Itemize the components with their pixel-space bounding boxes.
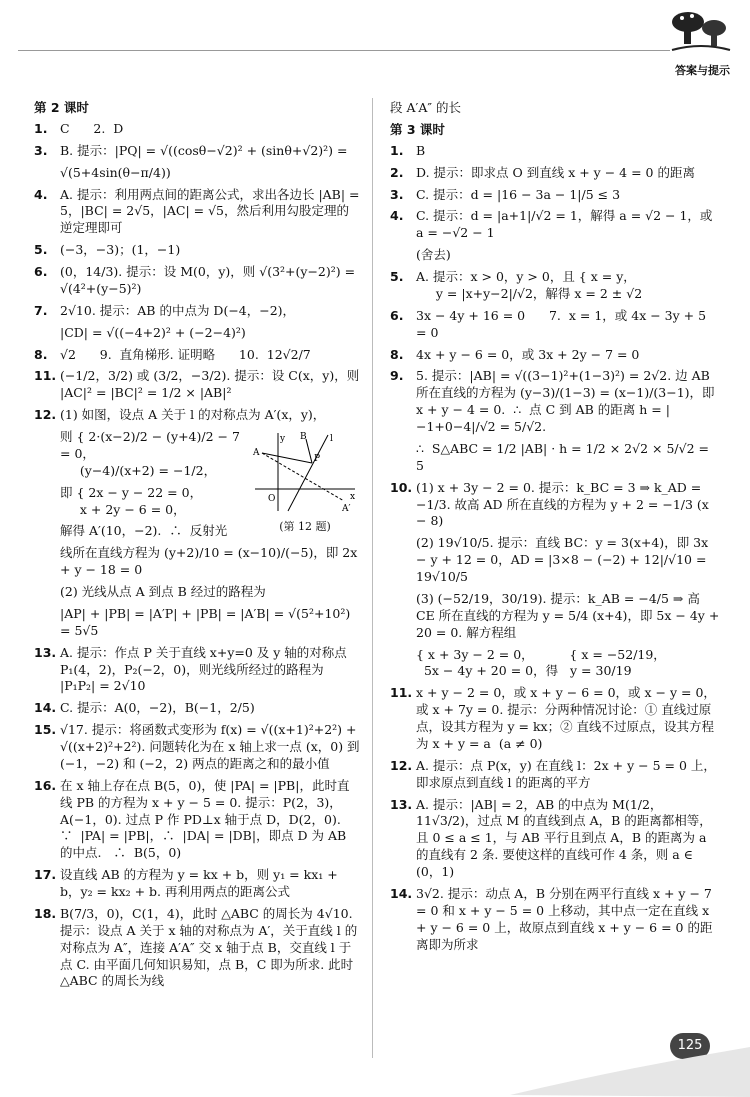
answer-item [34, 242, 360, 259]
geometry-diagram [250, 429, 360, 515]
item-text: 5. 提示：|AB| = √((3−1)²+(1−3)²) = 2√2. 边 AB 所在直线的方程为 (y−3)/(1−3) = (x−1)/(3−1)，即 x + y − 4 = 0. ∴ 点 C 到 AB 的距离 h = |−1+0−4|/√2 = 5/√2. [416, 368, 719, 434]
mushroom-logo-icon [670, 8, 732, 56]
answer-item [34, 722, 364, 773]
answer-item [34, 264, 360, 298]
item-text: ∴ S△ABC = 1/2 |AB| · h = 1/2 × 2√2 × 5/√2 = 5 [416, 440, 713, 473]
item-text: (1) 如图，设点 A 关于 l 的对称点为 A′(x，y)， [60, 407, 326, 423]
right-column [390, 100, 724, 958]
footer-decoration-icon [510, 1037, 750, 1097]
answer-item [34, 121, 360, 138]
left-column [34, 100, 364, 995]
item-text: 设直线 AB 的方程为 y = kx + b，则 y₁ = kx₁ + b，y₂ = kx₂ + b. 再利用两点的距离公式 [60, 867, 342, 899]
answer-item [34, 303, 360, 320]
item-text: A. 提示：x > 0，y > 0，且 { x = y， y = |x+y−2|/√2，解得 x = 2 ± √2 [416, 269, 643, 301]
answer-item [390, 269, 720, 303]
item-number: 16. [34, 777, 57, 793]
section-title: 第 3 课时 [390, 121, 445, 137]
item-text: 即 { 2x − y − 22 = 0， x + 2y − 6 = 0， [60, 484, 203, 517]
answer-item [390, 441, 720, 475]
answer-item [390, 165, 720, 182]
item-number: 4. [34, 186, 48, 202]
item-text: (舍去) [416, 247, 451, 263]
answer-item [34, 523, 244, 540]
item-text: A. 提示：利用两点间的距离公式，求出各边长 |AB| = 5，|BC| = 2√5，|AC| = √5，然后利用勾股定理的逆定理即可 [60, 186, 364, 236]
item-text: (−1/2，3/2) 或 (3/2，−3/2). 提示：设 C(x，y)，则 |AC|² = |BC|² = 1/2 × |AB|² [60, 368, 364, 401]
answer-item [34, 867, 360, 901]
answer-item [34, 584, 360, 601]
answer-item [34, 429, 244, 480]
item-text: 4x + y − 6 = 0，或 3x + 2y − 7 = 0 [416, 346, 640, 362]
item-number [34, 606, 60, 640]
item-text: (−3，−3)；(1，−1) [60, 242, 181, 258]
answer-item [34, 165, 360, 182]
item-text: √17. 提示：将函数式变形为 f(x) = √((x+1)²+2²) + √((x+2)²+2²). 问题转化为在 x 轴上求一点 (x，0) 到 (−1，−2) 和 (−2，2) 两点的距离之和的最小值 [60, 722, 364, 771]
item-text: A. 提示：作点 P 关于直线 x+y=0 及 y 轴的对称点 P₁(4，2)，P₂(−2，0)，则光线所经过的路程为 |P₁P₂| = 2√10 [60, 644, 351, 694]
item-text: 3√2. 提示：动点 A，B 分别在两平行直线 x + y − 7 = 0 和 x + y − 5 = 0 上移动，其中点一定在直线 x + y − 6 = 0 上，故原点到直线 x + y − 6 = 0 的距离即为所求 [416, 885, 716, 952]
item-number: 11. [390, 685, 413, 701]
item-text: (2) 光线从点 A 到点 B 经过的路程为 [60, 584, 266, 599]
item-number [390, 591, 416, 642]
answer-item [34, 485, 244, 519]
answer-item [390, 347, 720, 364]
item-text: C. 提示：A(0，−2)，B(−1，2/5) [60, 700, 255, 716]
item-number: 5. [390, 269, 404, 284]
item-text: B [416, 142, 426, 158]
item-number: 8. [390, 346, 404, 362]
item-number: 3. [390, 186, 404, 202]
answer-item [390, 143, 720, 160]
item-text: C. 提示：d = |16 − 3a − 1|/5 ≤ 3 [416, 186, 621, 202]
answer-item [390, 797, 720, 881]
item-number: 10. [390, 479, 413, 495]
item-number: 12. [34, 407, 57, 423]
item-number: 14. [390, 885, 413, 901]
answer-item [34, 407, 360, 424]
item-text: { x + 3y − 2 = 0， { x = −52/19， 5x − 4y + 20 = 0，得 y = 30/19 [416, 646, 666, 679]
section-title: 第 2 课时 [34, 100, 89, 115]
label-p: P [314, 454, 321, 464]
answer-item [390, 247, 720, 264]
item-text: x + y − 2 = 0，或 x + y − 6 = 0，或 x − y = 0，或 x + 7y = 0. 提示：分两种情况讨论：① 直线过原点，设其方程为 y = kx；② 直线不过原点，设其方程为 x + y = a (a ≠ 0) [416, 685, 716, 751]
label-l: l [330, 434, 333, 444]
item-text: 则 { 2·(x−2)/2 − (y+4)/2 − 7 = 0， (y−4)/(x+2) = −1/2， [60, 429, 240, 478]
answer-item [390, 758, 720, 792]
answer-item [34, 700, 360, 717]
item-number [34, 523, 60, 540]
answer-item [390, 308, 720, 342]
item-number: 3. [34, 142, 48, 158]
item-text: (2) 19√10/5. 提示：直线 BC：y = 3(x+4)，即 3x − y + 12 = 0，AD = |3×8 − (−2) + 12|/√10 = 19√10/5 [416, 535, 713, 584]
item-number: 12. [390, 757, 413, 773]
column-divider [372, 98, 373, 1058]
item-number: 6. [34, 264, 48, 279]
item-number: 15. [34, 722, 57, 738]
answer-item [390, 208, 720, 242]
label-a-prime: A′ [342, 504, 351, 514]
answer-item [390, 685, 720, 753]
item-text: 3x − 4y + 16 = 0 7. x = 1，或 4x − 3y + 5 = 0 [416, 307, 711, 340]
answer-item [34, 906, 360, 990]
item-number: 1. [34, 120, 48, 136]
figure-caption: (第 12 题) [279, 519, 331, 533]
answer-item [390, 647, 720, 681]
answer-item [34, 325, 360, 342]
page-number: 125 [670, 1033, 710, 1059]
item-text: √(5+4sin(θ−π/4)) [60, 164, 171, 180]
item-text: C. 提示：d = |a+1|/√2 = 1，解得 a = √2 − 1，或 a = −√2 − 1 [416, 208, 717, 241]
item-number [390, 647, 416, 681]
item-text: (1) x + 3y − 2 = 0. 提示：k_BC = 3 ⇒ k_AD = −1/3. 故高 AD 所在直线的方程为 y + 2 = −1/3 (x − 8) [416, 479, 713, 529]
item-text: A. 提示：点 P(x，y) 在直线 l：2x + y − 5 = 0 上，即求原点到直线 l 的距离的平方 [416, 757, 716, 790]
item-number [34, 545, 60, 579]
figure-12 [250, 429, 360, 533]
item-text: B(7/3，0)，C(1，4)，此时 △ABC 的周长为 4√10. 提示：设点 A 关于 x 轴的对称点为 A′，关于直线 l 的对称点为 A″，连接 A′A″ 交 x 轴于点 B，交直线 l 于点 C. 由平面几何知识易知，点 B，C 即为所求. 此时 △ABC 的周长为线 [60, 905, 358, 989]
item-number: 2. [390, 164, 404, 180]
item-text: C 2. D [60, 120, 124, 136]
page-header [0, 0, 750, 80]
item-text: |CD| = √((−4+2)² + (−2−4)²) [60, 324, 246, 340]
label-a: A [253, 448, 260, 458]
item-number: 1. [390, 142, 404, 158]
item-number: 9. [390, 368, 404, 384]
item-number: 14. [34, 700, 57, 716]
item-number [34, 165, 60, 182]
answer-item [390, 590, 724, 642]
item-number: 13. [34, 644, 57, 660]
continuation-text: 段 A′A″ 的长 [390, 100, 462, 115]
label-y: y [280, 434, 286, 444]
item-number [34, 429, 60, 480]
answer-item [34, 645, 360, 696]
item-number: 6. [390, 307, 404, 323]
header-title: 答案与提示 [675, 64, 730, 77]
answer-item [390, 480, 720, 531]
answer-item [390, 368, 720, 436]
label-x: x [350, 492, 356, 502]
item-text: (3) (−52/19，30/19). 提示：k_AB = −4/5 ⇒ 高 CE 所在直线的方程为 y = 5/4 (x+4)，即 5x − 4y + 20 = 0. 解方程组 [416, 590, 724, 640]
header-rule [18, 50, 670, 51]
answer-item [34, 778, 360, 862]
item-number [390, 535, 416, 586]
answer-item [34, 143, 360, 160]
item-number [390, 247, 416, 264]
item-text: 在 x 轴上存在点 B(5，0)，使 |PA| = |PB|，此时直线 PB 的方程为 x + y − 5 = 0. 提示：P(2，3)，A(−1，0). 过点 P 作 PD⊥x 轴于点 D，D(2，0). ∵ |PA| = |PB|，∴ |DA| = |DB|，即点 D 为 AB 的中点. ∴ B(5，0) [60, 777, 353, 861]
item-text: 解得 A′(10，−2). ∴ 反射光 [60, 523, 228, 539]
item-text: D. 提示：即求点 O 到直线 x + y − 4 = 0 的距离 [416, 164, 695, 180]
item-number: 11. [34, 368, 57, 384]
item-text: √2 9. 直角梯形. 证明略 10. 12√2/7 [60, 346, 311, 362]
label-o: O [268, 494, 276, 504]
answer-item [390, 535, 720, 586]
item-text: |AP| + |PB| = |A′P| + |PB| = |A′B| = √(5²+10²) = 5√5 [60, 605, 355, 638]
item-number: 4. [390, 208, 404, 224]
item-text: 2√10. 提示：AB 的中点为 D(−4，−2)， [60, 302, 296, 318]
answer-item [34, 545, 360, 579]
item-number: 5. [34, 242, 48, 258]
item-text: A. 提示：|AB| = 2，AB 的中点为 M(1/2，11√3/2)，过点 M 的直线到点 A，B 的距离都相等，且 0 ≤ a ≤ 1，与 AB 平行且到点 A，B 的距离为 a 的直线有 2 条. 要使这样的直线可作 4 条，则 a ∈ (0，1) [416, 796, 712, 879]
answer-item [34, 368, 364, 402]
answer-item [34, 186, 364, 238]
answer-item [390, 886, 720, 954]
item-number [34, 584, 60, 601]
item-number [34, 485, 60, 519]
item-number [34, 325, 60, 342]
item-number: 7. [34, 302, 48, 318]
label-b: B [300, 432, 307, 442]
item-number: 17. [34, 867, 57, 883]
answer-item [34, 347, 360, 364]
item-text: 线所在直线方程为 (y+2)/10 = (x−10)/(−5)，即 2x + y − 18 = 0 [60, 545, 362, 578]
answer-item [34, 606, 360, 640]
item-text: (0，14/3). 提示：设 M(0，y)，则 √(3²+(y−2)²) = √(4²+(y−5)²) [60, 264, 360, 296]
item-number: 18. [34, 905, 57, 921]
item-text: B. 提示：|PQ| = √((cosθ−√2)² + (sinθ+√2)²) = [60, 142, 348, 158]
answer-item [390, 187, 720, 204]
item-number [390, 441, 416, 475]
item-number: 8. [34, 346, 48, 362]
item-number: 13. [390, 796, 413, 812]
